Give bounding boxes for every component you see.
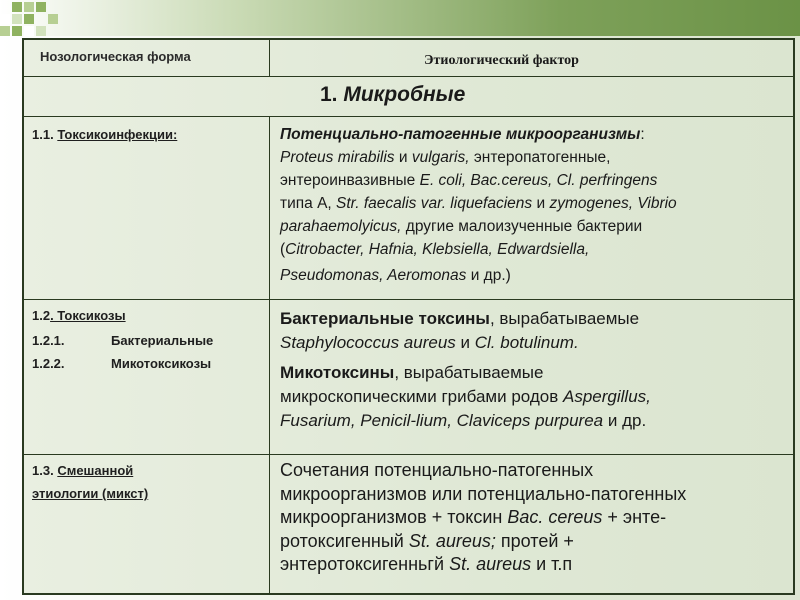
table-row — [24, 455, 793, 595]
row-label — [32, 127, 177, 142]
top-decorative-band — [0, 0, 800, 36]
row-content-text: Сочетания потенциально-патогенных микроорганизмов или потенциально-патогенных микроорганизмов + токсин Bac. cereus + энте- ротоксигенный St. aureus; протей + энтеротоксигенньгй St. aureus и т.п — [280, 460, 687, 574]
row-content-cell — [270, 300, 793, 454]
row-label-number: 1.3. — [32, 463, 54, 478]
row-label-cell — [24, 455, 270, 595]
row-label-number: 1.1. — [32, 127, 54, 142]
section-number: 1. — [320, 83, 338, 106]
sub-item-text: Бактериальные — [111, 333, 214, 348]
section-row — [24, 77, 793, 117]
row-content-text: Потенциально-патогенные микроорганизмы: Proteus mirabilis и vulgaris, энтеропатогенные, энтероинвазивные E. coli, Bac.cereus, Cl. perfringens типа А, Str. faecalis var. liquefaciens и zymogenes, Vibrio parahaemolyicus, другие малоизученные бактерии (Citrobacter, Hafnia, Klebsiella, Edwardsiella, Pseudomonas, Aeromonas и др.) — [280, 126, 677, 284]
row-label-text: Смешанной — [57, 463, 134, 478]
etiology-table — [22, 38, 795, 595]
sub-item-text: Микотоксикозы — [111, 356, 212, 371]
table-header-row — [24, 40, 793, 77]
header-cell-left — [24, 40, 270, 76]
row-label-number: 1.2 — [32, 308, 51, 323]
row-content-cell — [270, 117, 793, 299]
row-label-cell — [24, 300, 270, 454]
header-nosological-form: Нозологическая форма — [40, 49, 191, 64]
row-content-text: Бактериальные токсины, вырабатываемые Staphylococcus aureus и Cl. botulinum. Микотоксины, вырабатываемые микроскопическими грибами родов Aspergillus, Fusarium, Penicil-lium, Claviceps purpurea и др. — [280, 309, 651, 430]
section-name: Микробные — [343, 83, 466, 106]
table-row — [24, 300, 793, 455]
header-etiological-factor: Этиологический фактор — [424, 53, 579, 68]
row-content-cell — [270, 455, 793, 595]
row-label-text: . Токсикозы — [50, 308, 126, 323]
row-label — [32, 308, 126, 323]
header-cell-right — [270, 40, 793, 76]
row-label-cell — [24, 117, 270, 299]
sub-item-number: 1.2.2. — [32, 356, 65, 371]
row-label-line2: этиологии (микст) — [32, 486, 149, 501]
row-label — [32, 463, 133, 478]
section-title — [320, 83, 465, 107]
table-row — [24, 117, 793, 300]
sub-item-number: 1.2.1. — [32, 333, 65, 348]
decorative-squares — [0, 0, 60, 36]
row-label-text: Токсикоинфекции: — [57, 127, 178, 142]
